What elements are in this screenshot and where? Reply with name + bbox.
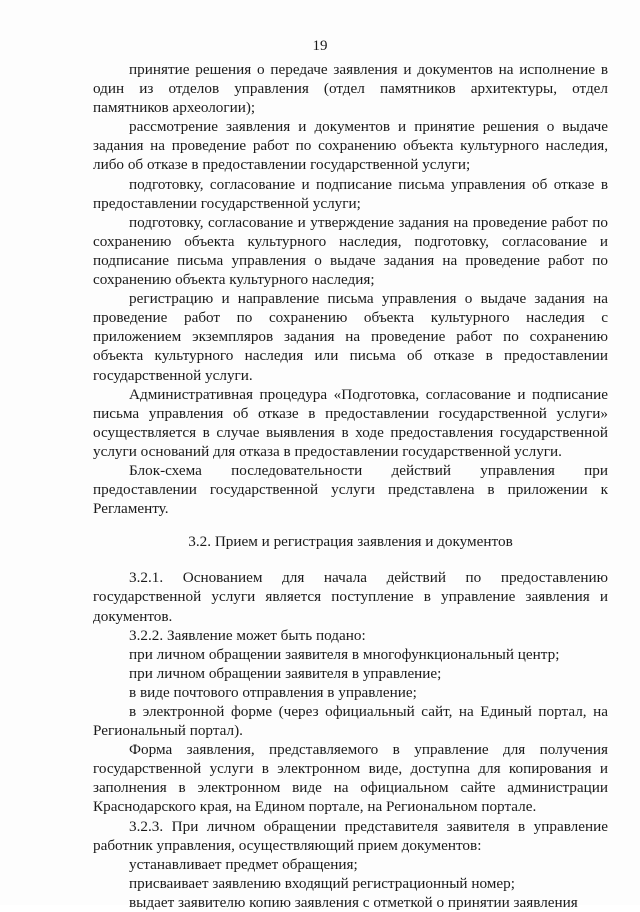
section-heading: 3.2. Прием и регистрация заявления и документов <box>188 533 513 551</box>
list-item: при личном обращении заявителя в многофункциональный центр; <box>129 645 560 663</box>
document-body <box>93 60 608 912</box>
paragraph: 3.2.3. При личном обращении представителя заявителя в управление работник управления, осуществляющий прием документов: <box>93 817 608 854</box>
paragraph: Форма заявления, представляемого в управление для получения государственной услуги в электронном виде, доступна для копирования и заполнения в электронном виде на официальном сайте администрации Краснодарского края, на Едином портале, на Региональном портале. <box>93 741 608 816</box>
paragraph: подготовку, согласование и утверждение задания на проведение работ по сохранению объекта культурного наследия, подготовку, согласование и подписание письма управления о выдаче задания на проведение работ по сохранению объекта культурного наследия; <box>93 213 608 289</box>
paragraph: принятие решения о передаче заявления и документов на исполнение в один из отделов управления (отдел памятников архитектуры, отдел памятников археологии); <box>93 61 608 117</box>
paragraph: Административная процедура «Подготовка, согласование и подписание письма управления об отказе в предоставлении государственной услуги» осуществляется в случае выявления в ходе предоставления государственной услуги оснований для отказа в предоставлении государственной услуги. <box>93 385 608 460</box>
paragraph: 3.2.1. Основанием для начала действий по предоставлению государственной услуги является поступление в управление заявления и документов. <box>93 569 608 625</box>
paragraph: подготовку, согласование и подписание письма управления об отказе в предоставлении государственной услуги; <box>93 175 608 212</box>
list-item: выдает заявителю копию заявления с отметкой о принятии заявления <box>129 893 578 911</box>
list-item: при личном обращении заявителя в управление; <box>129 664 442 682</box>
list-item: устанавливает предмет обращения; <box>129 855 358 873</box>
paragraph: регистрацию и направление письма управления о выдаче задания на проведение работ по сохранению объекта культурного наследия с приложением экземпляров задания на проведение работ по сохранению объекта культурного наследия или письма об отказе в предоставлении государственной услуги. <box>93 290 608 384</box>
paragraph: Блок-схема последовательности действий управления при предоставлении государственной услуги представлена в приложении к Регламенту. <box>93 461 608 518</box>
page-number: 19 <box>312 38 328 54</box>
list-item: в электронной форме (через официальный сайт, на Единый портал, на Региональный портал). <box>93 703 608 740</box>
paragraph: рассмотрение заявления и документов и принятие решения о выдаче задания на проведение работ по сохранению объекта культурного наследия, либо об отказе в предоставлении государственной услуги; <box>93 118 608 174</box>
list-item: присваивает заявлению входящий регистрационный номер; <box>129 874 515 892</box>
paragraph: 3.2.2. Заявление может быть подано: <box>129 626 366 644</box>
list-item: в виде почтового отправления в управление; <box>129 683 417 701</box>
